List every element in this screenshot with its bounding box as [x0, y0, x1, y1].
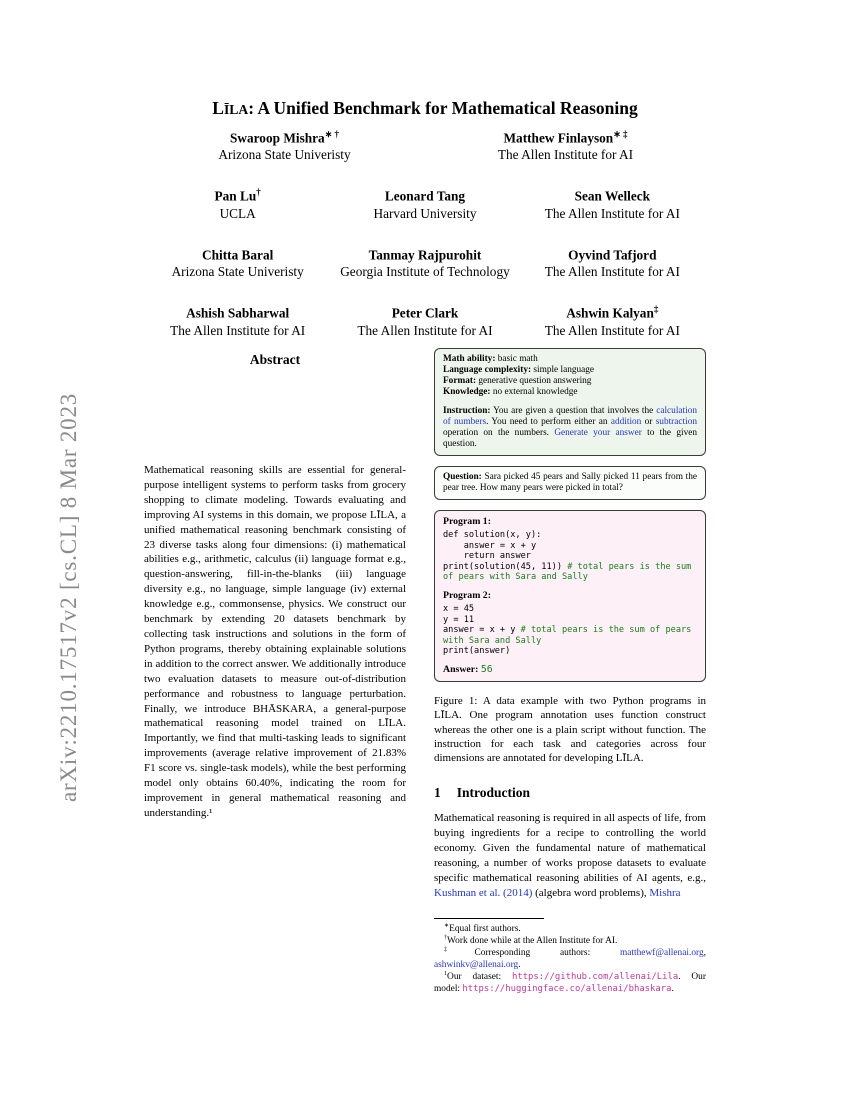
question-text: Question: Sara picked 45 pears and Sally picked 11 pears from the pear tree. How many pears were picked in total?: [443, 472, 697, 493]
author-affiliation: The Allen Institute for AI: [497, 147, 634, 163]
author-name-text: Pan Lu: [214, 188, 257, 204]
author-name-text: Tanmay Rajpurohit: [368, 247, 482, 263]
citation-link[interactable]: matthewf@allenai.org: [619, 947, 704, 958]
language-complexity-line: Language complexity: simple language: [443, 365, 595, 375]
program2-label: Program 2:: [443, 589, 491, 601]
author-footnote-marker: ‡: [653, 304, 659, 315]
abstract-text: Mathematical reasoning skills are essential for general-purpose intelligent systems to perform tasks from grocery shopping to climate modeling. Towards evaluating and improving AI systems in this domain, we propose LĪLA, a unified mathematical reasoning benchmark consisting of 23 diverse tasks along four dimensions: (i) mathematical abilities e.g., arithmetic, calculus (ii) language format e.g., question-answering, fill-in-the-blanks (iii) language diversity e.g., no language, simple language (iv) external knowledge e.g., commonsense, physics. We construct our benchmark by extending 20 datasets benchmark by collecting task instructions and solutions in the form of Python programs, thereby obtaining explainable solutions in addition to the correct answer. We additionally introduce two evaluation datasets to measure out-of-distribution performance and robustness to language perturbation. Finally, we introduce BHĀSKARA, a general-purpose mathematical reasoning model trained on LĪLA. Importantly, we find that multi-tasking leads to significant improvements (average relative improvement of 21.83% F1 score vs. single-task models), while the best performing model only obtains 60.40%, indicating the room for improvement in general mathematical reasoning and understanding.¹: [144, 464, 406, 819]
author-affiliation: The Allen Institute for AI: [544, 205, 680, 221]
author-block: [144, 301, 331, 338]
author-affiliation: Harvard University: [373, 205, 477, 221]
author-name-text: Ashwin Kalyan: [566, 305, 654, 321]
author-name-text: Ashish Sabharwal: [186, 305, 290, 321]
url-link[interactable]: https://huggingface.co/allenai/bhaskara: [462, 983, 672, 994]
instruction-text: Instruction: You are given a question that involves the calculation of numbers. You need to perform either an addition or subtraction operation on the numbers. Generate your answer to the given question.: [443, 406, 697, 449]
code-line: answer = x + y: [443, 540, 537, 551]
author-affiliation: UCLA: [219, 205, 256, 221]
paper-title: LĪLA: A Unified Benchmark for Mathematical Reasoning: [212, 97, 638, 118]
author-block: [519, 184, 706, 221]
figure1-question-box: [434, 466, 706, 500]
citation-link[interactable]: Mishra: [649, 886, 681, 899]
author-block: [331, 184, 518, 221]
author-block: [519, 243, 706, 280]
citation-link[interactable]: Kushman et al. (2014): [434, 886, 533, 899]
author-name-text: Leonard Tang: [384, 188, 466, 204]
code-line: answer = x + y # total pears is the sum of pears with Sara and Sally: [443, 625, 697, 646]
author-name: [331, 184, 518, 204]
author-block: [144, 184, 331, 221]
author-row-3: [144, 243, 706, 280]
footnote-corresponding-authors: ‡Corresponding authors: matthewf@allenai.org, ashwinkv@allenai.org.: [434, 946, 706, 970]
author-name: [331, 301, 518, 321]
author-name-text: Oyvind Tafjord: [568, 247, 657, 263]
author-name-text: Matthew Finlayson: [503, 130, 614, 146]
footnote-rule: [434, 918, 544, 919]
author-name-text: Chitta Baral: [202, 247, 274, 263]
author-row-2: [144, 184, 706, 221]
footnote-block: [434, 918, 706, 995]
footnote-equal-authors: ∗Equal first authors.: [444, 922, 521, 934]
figure-column: [434, 348, 706, 901]
code-line: x = 45: [443, 603, 475, 614]
introduction-paragraph: Mathematical reasoning is required in all aspects of life, from buying ingredients for a recipe to controlling the world economy. Given the fundamental nature of mathematical reasoning, a number of works propose datasets to evaluate specific mathematical reasoning abilities of AI agents, e.g., Kushman et al. (2014) (algebra word problems), Mishra: [434, 812, 706, 899]
figure1-task-card: [434, 348, 706, 456]
author-footnote-marker: †: [256, 187, 261, 198]
author-name-text: Peter Clark: [391, 305, 459, 321]
citation-link[interactable]: addition: [610, 417, 642, 427]
url-link[interactable]: https://github.com/allenai/Lila: [511, 971, 679, 982]
figure1-program-box: [434, 510, 706, 682]
code-line: y = 11: [443, 614, 475, 625]
author-footnote-marker: ∗ †: [324, 129, 339, 139]
author-row-1: [144, 126, 706, 163]
format-line: Format: generative question answering: [443, 376, 592, 386]
author-name: [519, 243, 706, 263]
abstract-heading: Abstract: [249, 352, 301, 367]
code-line: print(solution(45, 11)) # total pears is the sum of pears with Sara and Sally: [443, 561, 697, 583]
author-affiliation: Arizona State Univeristy: [171, 264, 304, 280]
math-ability-line: Math ability: basic math: [443, 354, 538, 364]
abstract-column: [144, 352, 406, 821]
answer-line: Answer: 56: [443, 663, 493, 675]
citation-link[interactable]: calculation of numbers: [443, 406, 697, 427]
author-block: [425, 126, 706, 163]
author-affiliation: The Allen Institute for AI: [170, 322, 306, 338]
code-line: print(answer): [443, 646, 511, 657]
author-name-text: Swaroop Mishra: [230, 130, 325, 146]
citation-link[interactable]: Generate your answer: [554, 428, 642, 438]
footnote-work-done: †Work done while at the Allen Institute for AI.: [444, 934, 618, 946]
code-line: return answer: [443, 551, 531, 562]
author-row-4: [144, 301, 706, 338]
author-footnote-marker: ∗ ‡: [613, 129, 628, 139]
author-name: [144, 126, 425, 146]
author-name: [144, 243, 331, 263]
figure-1: [434, 348, 706, 765]
author-affiliation: Georgia Institute of Technology: [340, 264, 510, 280]
author-name: [144, 184, 331, 204]
author-block: [144, 126, 425, 163]
author-name: [519, 301, 706, 321]
author-name: [144, 301, 331, 321]
citation-link[interactable]: subtraction: [655, 417, 697, 427]
footnote-dataset-model: $^1$Our dataset: https://github.com/allenai/Lila. Our model: https://huggingface.co/allenai/bhaskara.: [434, 970, 706, 994]
author-affiliation: The Allen Institute for AI: [544, 264, 680, 280]
author-name: [425, 126, 706, 146]
author-name: [331, 243, 518, 263]
author-affiliation: The Allen Institute for AI: [544, 322, 680, 338]
author-block: [519, 301, 706, 338]
author-name-text: Sean Welleck: [574, 188, 651, 204]
program1-code: [443, 530, 697, 583]
author-block: [331, 301, 518, 338]
citation-link[interactable]: ashwinkv@allenai.org: [434, 959, 519, 970]
section-title: Introduction: [456, 785, 531, 801]
author-affiliation: Arizona State Univeristy: [218, 147, 351, 163]
author-name: [519, 184, 706, 204]
author-block: [331, 243, 518, 280]
code-line: def solution(x, y):: [443, 530, 542, 540]
figure1-caption: Figure 1: A data example with two Python programs in LĪLA. One program annotation uses function construct whereas the other one is a plain script without function. The instruction for each task and categories across four dimensions are annotated for developing LĪLA.: [434, 694, 706, 765]
author-block: [144, 243, 331, 280]
author-affiliation: The Allen Institute for AI: [357, 322, 493, 338]
section-1-heading: [434, 785, 706, 801]
section-number: 1: [434, 785, 441, 801]
program2-code: [443, 604, 697, 657]
arxiv-watermark: arXiv:2210.17517v2 [cs.CL] 8 Mar 2023: [56, 392, 81, 802]
author-grid: [144, 126, 706, 360]
program1-label: Program 1:: [443, 516, 491, 527]
knowledge-line: Knowledge: no external knowledge: [443, 387, 578, 397]
